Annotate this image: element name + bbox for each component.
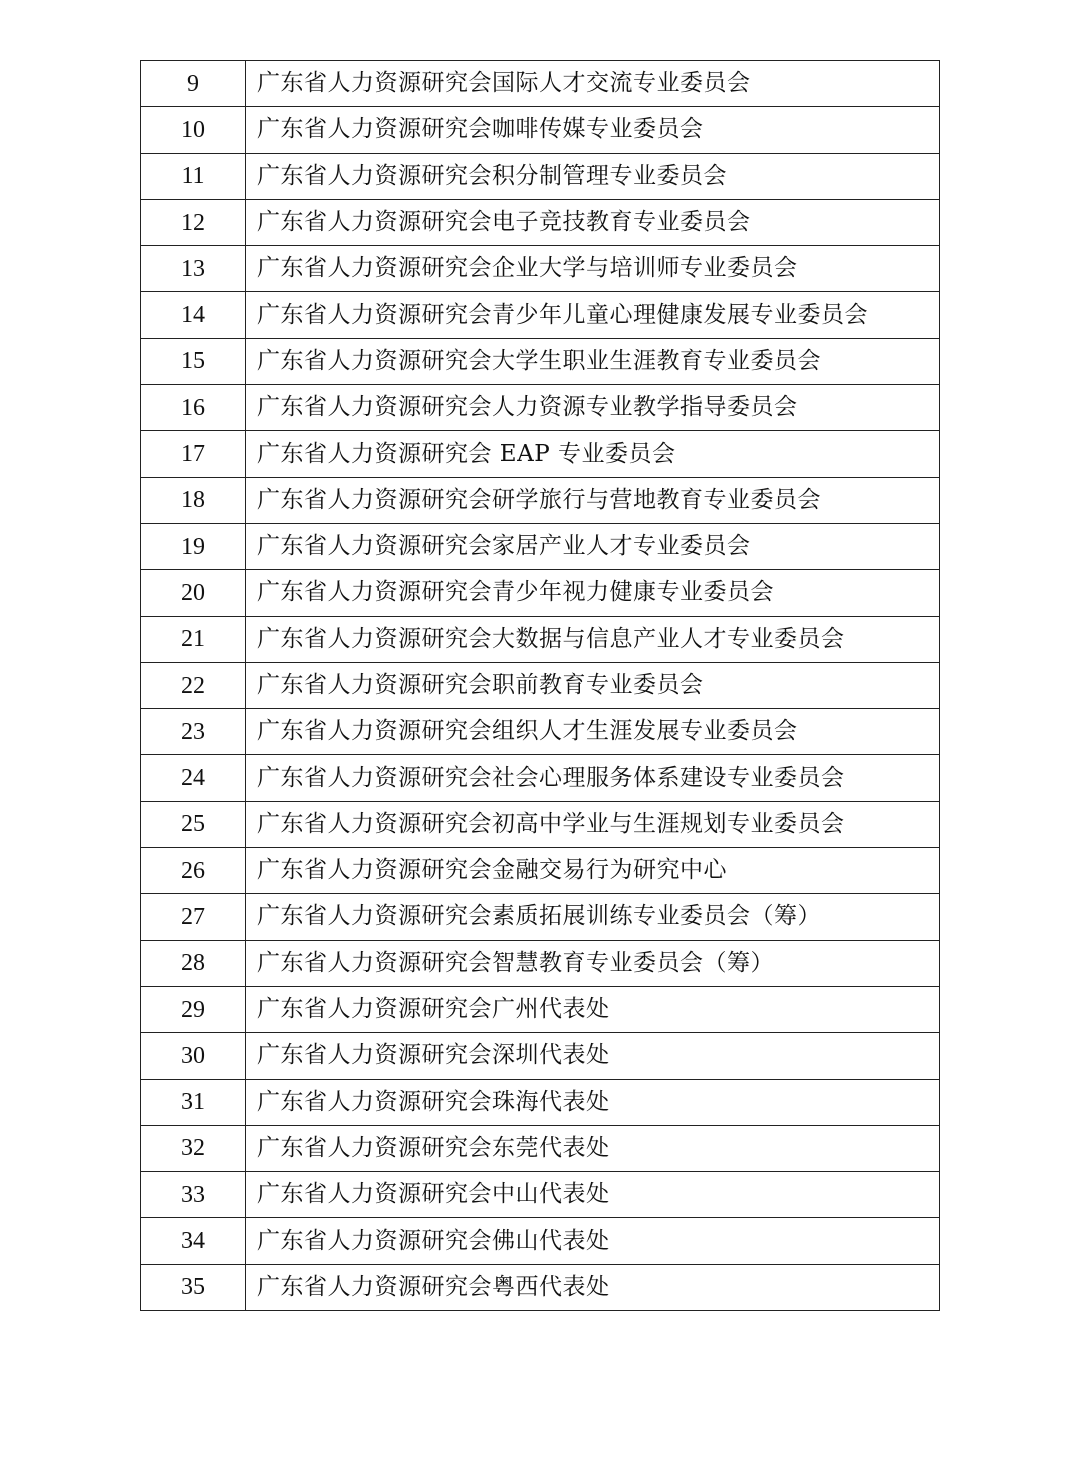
row-number: 18: [141, 477, 246, 523]
table-row: [141, 107, 940, 153]
table-row: [141, 1172, 940, 1218]
table-row: [141, 755, 940, 801]
organization-name: 广东省人力资源研究会家居产业人才专业委员会: [246, 523, 940, 569]
table-row: [141, 431, 940, 477]
row-number: 33: [141, 1172, 246, 1218]
row-number: 14: [141, 292, 246, 338]
table-row: [141, 1033, 940, 1079]
row-number: 20: [141, 570, 246, 616]
table-row: [141, 385, 940, 431]
row-number: 30: [141, 1033, 246, 1079]
table-row: [141, 940, 940, 986]
row-number: 15: [141, 338, 246, 384]
table-row: [141, 153, 940, 199]
organization-name: 广东省人力资源研究会青少年视力健康专业委员会: [246, 570, 940, 616]
organization-name: 广东省人力资源研究会组织人才生涯发展专业委员会: [246, 709, 940, 755]
table-row: [141, 1079, 940, 1125]
row-number: 16: [141, 385, 246, 431]
row-number: 21: [141, 616, 246, 662]
row-number: 19: [141, 523, 246, 569]
row-number: 32: [141, 1125, 246, 1171]
table-row: [141, 986, 940, 1032]
row-number: 25: [141, 801, 246, 847]
organization-name: 广东省人力资源研究会初高中学业与生涯规划专业委员会: [246, 801, 940, 847]
row-number: 17: [141, 431, 246, 477]
table-row: [141, 801, 940, 847]
row-number: 22: [141, 662, 246, 708]
row-number: 35: [141, 1264, 246, 1310]
table-row: [141, 292, 940, 338]
table-row: [141, 61, 940, 107]
organization-name: 广东省人力资源研究会大学生职业生涯教育专业委员会: [246, 338, 940, 384]
row-number: 27: [141, 894, 246, 940]
organization-name: 广东省人力资源研究会智慧教育专业委员会（筹）: [246, 940, 940, 986]
table-row: [141, 662, 940, 708]
organization-name: 广东省人力资源研究会珠海代表处: [246, 1079, 940, 1125]
table-row: [141, 338, 940, 384]
organization-name: 广东省人力资源研究会金融交易行为研究中心: [246, 848, 940, 894]
row-number: 12: [141, 199, 246, 245]
organization-table-body: [141, 61, 940, 1311]
organization-name: 广东省人力资源研究会企业大学与培训师专业委员会: [246, 246, 940, 292]
organization-name: 广东省人力资源研究会积分制管理专业委员会: [246, 153, 940, 199]
organization-name: 广东省人力资源研究会中山代表处: [246, 1172, 940, 1218]
row-number: 28: [141, 940, 246, 986]
table-row: [141, 246, 940, 292]
table-row: [141, 1125, 940, 1171]
organization-name: 广东省人力资源研究会研学旅行与营地教育专业委员会: [246, 477, 940, 523]
row-number: 23: [141, 709, 246, 755]
organization-table: [140, 60, 940, 1311]
organization-name: 广东省人力资源研究会 EAP 专业委员会: [246, 431, 940, 477]
table-row: [141, 570, 940, 616]
organization-name: 广东省人力资源研究会咖啡传媒专业委员会: [246, 107, 940, 153]
row-number: 11: [141, 153, 246, 199]
row-number: 13: [141, 246, 246, 292]
organization-name: 广东省人力资源研究会青少年儿童心理健康发展专业委员会: [246, 292, 940, 338]
organization-name: 广东省人力资源研究会大数据与信息产业人才专业委员会: [246, 616, 940, 662]
row-number: 9: [141, 61, 246, 107]
table-row: [141, 1218, 940, 1264]
organization-name: 广东省人力资源研究会人力资源专业教学指导委员会: [246, 385, 940, 431]
organization-name: 广东省人力资源研究会粤西代表处: [246, 1264, 940, 1310]
organization-name: 广东省人力资源研究会素质拓展训练专业委员会（筹）: [246, 894, 940, 940]
organization-name: 广东省人力资源研究会国际人才交流专业委员会: [246, 61, 940, 107]
row-number: 24: [141, 755, 246, 801]
table-row: [141, 616, 940, 662]
organization-name: 广东省人力资源研究会职前教育专业委员会: [246, 662, 940, 708]
table-row: [141, 894, 940, 940]
table-row: [141, 523, 940, 569]
row-number: 31: [141, 1079, 246, 1125]
table-row: [141, 477, 940, 523]
organization-name: 广东省人力资源研究会广州代表处: [246, 986, 940, 1032]
row-number: 10: [141, 107, 246, 153]
organization-name: 广东省人力资源研究会深圳代表处: [246, 1033, 940, 1079]
organization-name: 广东省人力资源研究会东莞代表处: [246, 1125, 940, 1171]
organization-name: 广东省人力资源研究会社会心理服务体系建设专业委员会: [246, 755, 940, 801]
table-row: [141, 709, 940, 755]
row-number: 26: [141, 848, 246, 894]
table-row: [141, 848, 940, 894]
table-row: [141, 199, 940, 245]
table-row: [141, 1264, 940, 1310]
row-number: 34: [141, 1218, 246, 1264]
organization-name: 广东省人力资源研究会佛山代表处: [246, 1218, 940, 1264]
organization-name: 广东省人力资源研究会电子竞技教育专业委员会: [246, 199, 940, 245]
row-number: 29: [141, 986, 246, 1032]
